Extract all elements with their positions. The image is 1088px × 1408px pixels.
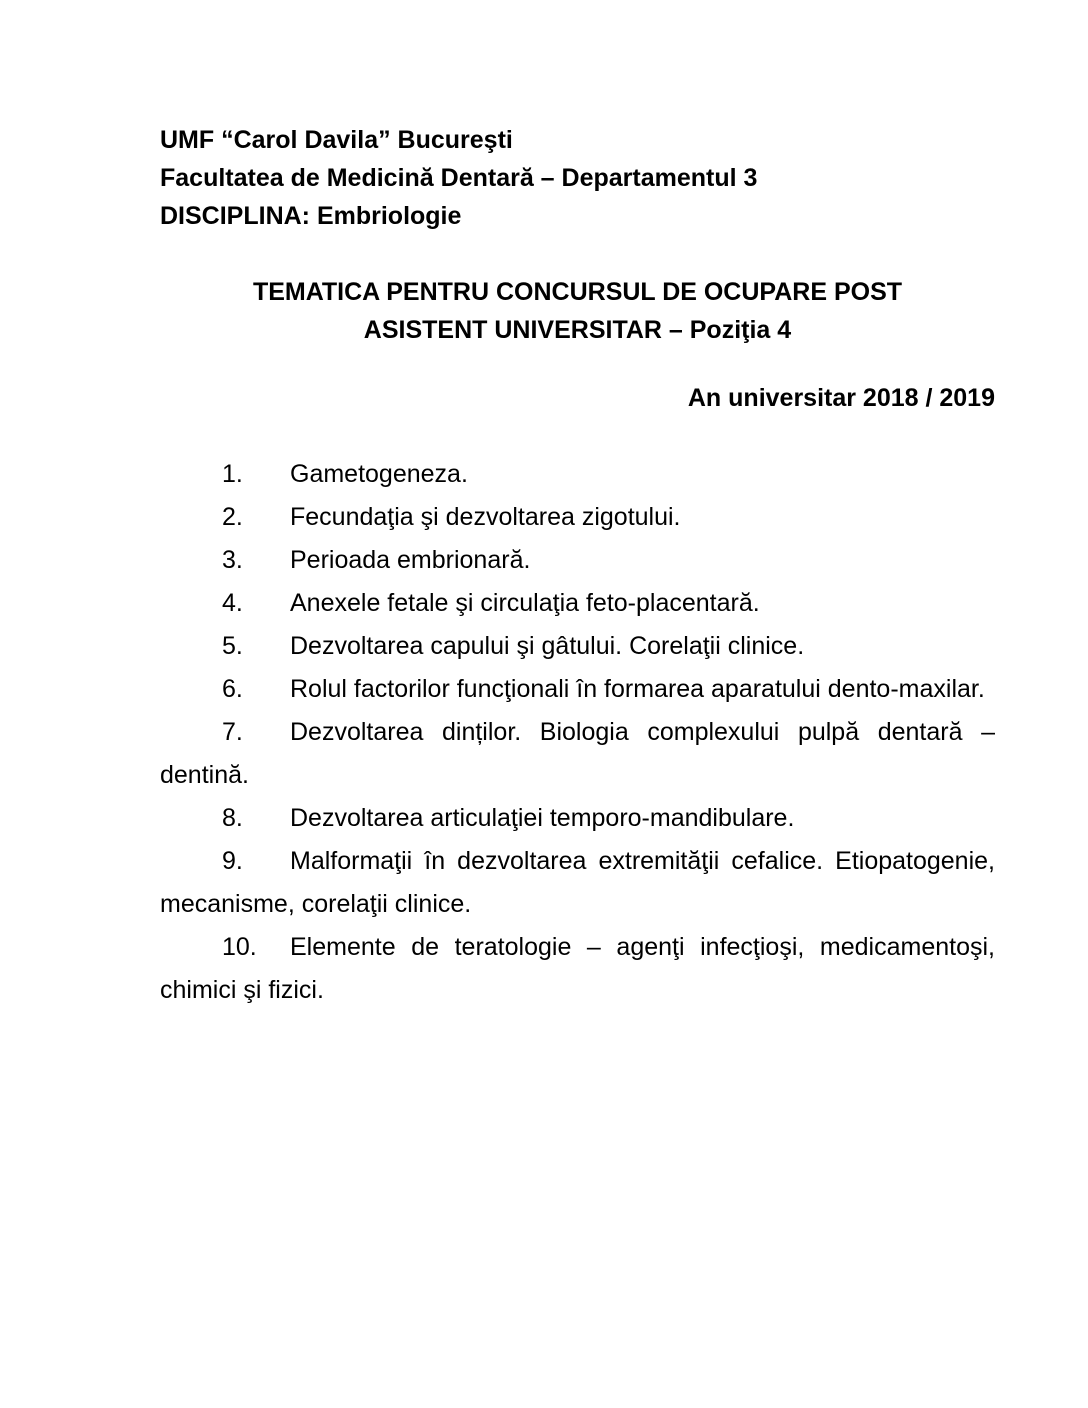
topic-line	[160, 582, 995, 625]
document-title	[160, 273, 995, 349]
list-item	[160, 539, 995, 582]
topic-line	[160, 539, 995, 582]
topic-text: Gametogeneza.	[290, 460, 468, 488]
topic-line	[160, 711, 995, 754]
list-item	[160, 496, 995, 539]
topic-line-continuation: dentină.	[160, 761, 249, 789]
topic-line	[160, 496, 995, 539]
topic-text: Dezvoltarea dinților. Biologia complexului pulpă dentară –	[290, 718, 995, 746]
topic-text: Elemente de teratologie – agenţi infecţioşi, medicamentoşi,	[290, 933, 995, 961]
topic-number: 9.	[222, 847, 243, 875]
topic-text: Malformaţii în dezvoltarea extremităţii cefalice. Etiopatogenie,	[290, 847, 995, 875]
topic-line-continuation: chimici şi fizici.	[160, 976, 324, 1004]
topic-text: Dezvoltarea capului şi gâtului. Corelaţii clinice.	[290, 632, 805, 660]
topic-line	[160, 797, 995, 840]
topic-line	[160, 453, 995, 496]
topic-line-continuation: mecanisme, corelaţii clinice.	[160, 890, 472, 918]
header-university: UMF “Carol Davila” Bucureşti	[160, 126, 513, 154]
topic-line	[160, 625, 995, 668]
list-item	[160, 453, 995, 496]
document-header	[160, 121, 995, 235]
title-line-1: TEMATICA PENTRU CONCURSUL DE OCUPARE POST	[252, 278, 903, 306]
list-item	[160, 625, 995, 668]
topic-number: 6.	[222, 675, 243, 703]
topic-text: Perioada embrionară.	[290, 546, 531, 574]
topic-number: 5.	[222, 632, 243, 660]
topic-text: Fecundaţia şi dezvoltarea zigotului.	[290, 503, 681, 531]
list-item	[160, 926, 995, 1012]
topic-number: 1.	[222, 460, 243, 488]
list-item	[160, 582, 995, 625]
topics-list	[160, 453, 995, 1012]
topic-number: 2.	[222, 503, 243, 531]
topic-line	[160, 668, 995, 711]
list-item	[160, 711, 995, 797]
topic-text: Rolul factorilor funcţionali în formarea aparatului dento-maxilar.	[290, 675, 985, 703]
topic-number: 3.	[222, 546, 243, 574]
topic-number: 4.	[222, 589, 243, 617]
header-discipline: DISCIPLINA: Embriologie	[160, 202, 462, 230]
topic-text: Anexele fetale şi circulaţia feto-placentară.	[290, 589, 760, 617]
topic-number: 8.	[222, 804, 243, 832]
document-content	[160, 121, 995, 1012]
topic-line	[160, 926, 995, 969]
topic-number: 7.	[222, 718, 243, 746]
list-item	[160, 797, 995, 840]
header-faculty: Facultatea de Medicină Dentară – Departamentul 3	[160, 164, 758, 192]
list-item	[160, 840, 995, 926]
title-line-2: ASISTENT UNIVERSITAR – Poziţia 4	[363, 316, 792, 344]
topic-text: Dezvoltarea articulaţiei temporo-mandibulare.	[290, 804, 795, 832]
topic-line	[160, 840, 995, 883]
list-item	[160, 668, 995, 711]
topic-number: 10.	[222, 933, 257, 961]
academic-year: An universitar 2018 / 2019	[687, 384, 995, 412]
